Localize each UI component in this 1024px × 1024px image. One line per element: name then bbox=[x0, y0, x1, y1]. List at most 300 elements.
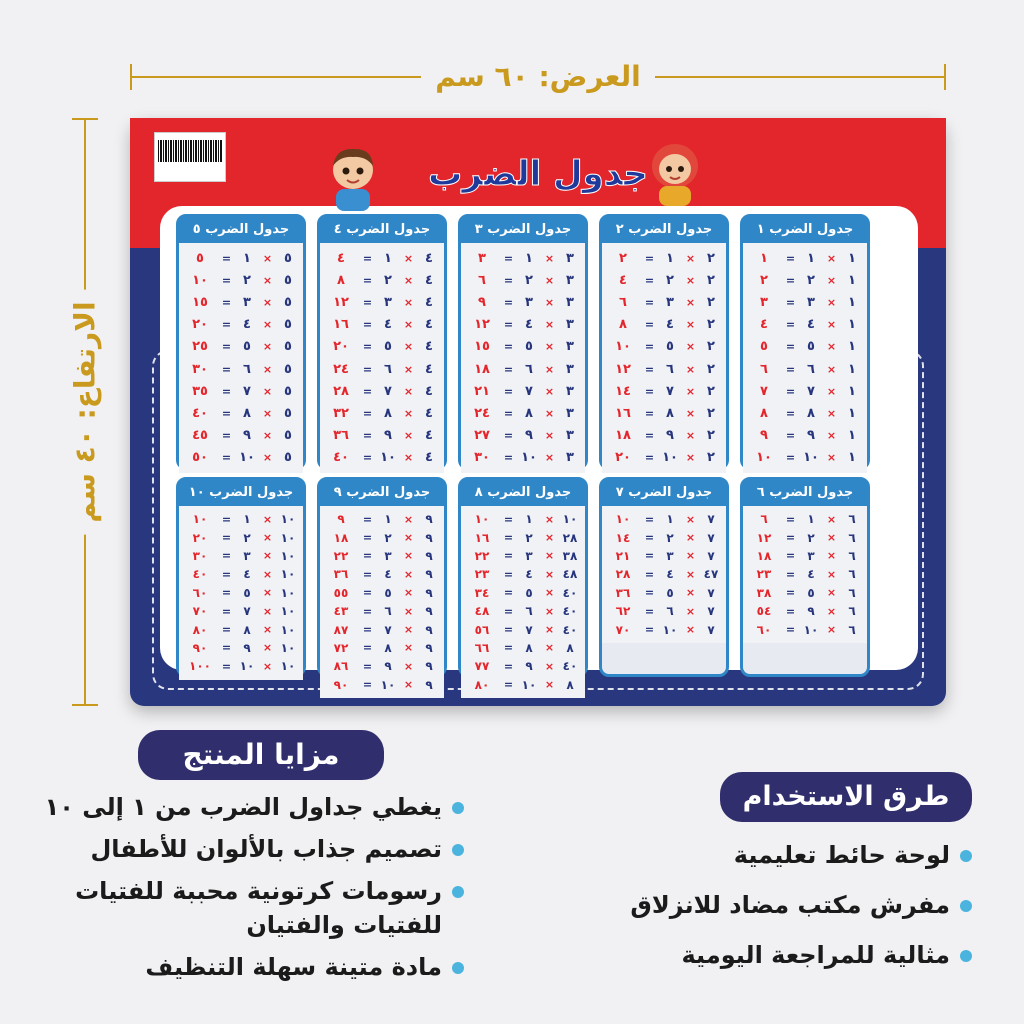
times-sign: × bbox=[544, 623, 555, 637]
equals-sign: = bbox=[221, 384, 232, 398]
equals-sign: = bbox=[362, 512, 373, 526]
bullet-icon bbox=[960, 900, 972, 912]
table-rows bbox=[743, 243, 867, 473]
times-sign: × bbox=[544, 659, 555, 673]
factor-value: ٦ bbox=[848, 604, 856, 619]
times-sign: × bbox=[262, 429, 273, 443]
times-sign: × bbox=[403, 641, 414, 655]
product-value: ٤٣ bbox=[333, 604, 349, 619]
table-row bbox=[185, 565, 297, 583]
multiplication-board bbox=[130, 118, 946, 706]
times-sign: × bbox=[544, 586, 555, 600]
table-row bbox=[185, 657, 297, 675]
factor-value: ٧ bbox=[807, 383, 815, 399]
factor-value: ٤ bbox=[425, 339, 433, 355]
product-value: ٥٤ bbox=[756, 604, 772, 619]
equals-sign: = bbox=[644, 604, 655, 618]
factor-value: ٣ bbox=[807, 548, 815, 563]
times-sign: × bbox=[826, 623, 837, 637]
times-sign: × bbox=[685, 429, 696, 443]
factor-value: ١٠ bbox=[521, 450, 537, 466]
times-sign: × bbox=[544, 451, 555, 465]
factor-value: ١٠ bbox=[562, 512, 578, 527]
factor-value: ٢ bbox=[384, 530, 392, 545]
factor-value: ٦ bbox=[384, 361, 392, 377]
equals-sign: = bbox=[644, 273, 655, 287]
product-value: ١٠٠ bbox=[189, 659, 211, 674]
factor-value: ٣٨ bbox=[562, 548, 578, 563]
times-sign: × bbox=[826, 512, 837, 526]
product-value: ١٦ bbox=[474, 530, 490, 545]
table-rows bbox=[320, 506, 444, 698]
factor-value: ١ bbox=[848, 294, 856, 310]
table-row bbox=[185, 447, 297, 469]
times-sign: × bbox=[544, 273, 555, 287]
product-value: ٣٦ bbox=[333, 567, 349, 582]
factor-value: ٥ bbox=[284, 339, 292, 355]
factor-value: ٥ bbox=[284, 272, 292, 288]
factor-value: ٥ bbox=[284, 450, 292, 466]
times-sign: × bbox=[544, 549, 555, 563]
table-row bbox=[749, 547, 861, 565]
height-label: الارتفاع: ٤٠ سم bbox=[69, 289, 102, 534]
equals-sign: = bbox=[362, 406, 373, 420]
product-value: ٣٠ bbox=[474, 450, 490, 466]
equals-sign: = bbox=[362, 604, 373, 618]
times-sign: × bbox=[262, 659, 273, 673]
times-sign: × bbox=[826, 318, 837, 332]
times-sign: × bbox=[403, 623, 414, 637]
times-sign: × bbox=[403, 451, 414, 465]
equals-sign: = bbox=[221, 531, 232, 545]
equals-sign: = bbox=[503, 604, 514, 618]
table-row bbox=[467, 528, 579, 546]
factor-value: ٢ bbox=[707, 405, 715, 421]
factor-value: ٥ bbox=[243, 339, 251, 355]
times-sign: × bbox=[685, 384, 696, 398]
factor-value: ٦ bbox=[525, 604, 533, 619]
factor-value: ٥ bbox=[666, 339, 674, 355]
equals-sign: = bbox=[644, 586, 655, 600]
product-value: ٢ bbox=[619, 250, 627, 266]
factor-value: ١٠ bbox=[280, 640, 296, 655]
times-sign: × bbox=[826, 340, 837, 354]
product-value: ٣ bbox=[478, 250, 486, 266]
factor-value: ٤ bbox=[425, 361, 433, 377]
factor-value: ٨ bbox=[525, 405, 533, 421]
equals-sign: = bbox=[644, 567, 655, 581]
product-value: ١٥ bbox=[192, 294, 208, 310]
product-value: ١٨ bbox=[615, 428, 631, 444]
equals-sign: = bbox=[503, 406, 514, 420]
table-rows bbox=[602, 243, 726, 473]
factor-value: ١ bbox=[848, 272, 856, 288]
times-sign: × bbox=[544, 362, 555, 376]
table-row bbox=[326, 291, 438, 313]
usage-title: طرق الاستخدام bbox=[720, 772, 972, 822]
times-sign: × bbox=[544, 251, 555, 265]
times-sign: × bbox=[262, 641, 273, 655]
factor-value: ١٠ bbox=[521, 677, 537, 692]
product-value: ٧٢ bbox=[333, 640, 349, 655]
equals-sign: = bbox=[221, 623, 232, 637]
product-value: ٦٦ bbox=[474, 640, 490, 655]
table-row bbox=[467, 336, 579, 358]
factor-value: ٩ bbox=[425, 659, 433, 674]
equals-sign: = bbox=[503, 340, 514, 354]
factor-value: ١٠ bbox=[280, 622, 296, 637]
times-sign: × bbox=[544, 678, 555, 692]
factor-value: ٦ bbox=[848, 548, 856, 563]
times-sign: × bbox=[403, 512, 414, 526]
equals-sign: = bbox=[362, 251, 373, 265]
factor-value: ٤ bbox=[525, 567, 533, 582]
times-sign: × bbox=[826, 429, 837, 443]
table-row bbox=[326, 676, 438, 694]
table-card-title: جدول الضرب ٢ bbox=[602, 217, 726, 243]
factor-value: ٩ bbox=[666, 428, 674, 444]
factor-value: ٤ bbox=[243, 317, 251, 333]
list-item: تصميم جذاب بالألوان للأطفال bbox=[24, 832, 464, 866]
table-row bbox=[185, 602, 297, 620]
product-value: ٣ bbox=[760, 294, 768, 310]
factor-value: ٦ bbox=[807, 361, 815, 377]
table-row bbox=[326, 425, 438, 447]
product-value: ٥٠ bbox=[192, 450, 208, 466]
factor-value: ٥ bbox=[384, 585, 392, 600]
factor-value: ٦ bbox=[666, 361, 674, 377]
times-sign: × bbox=[262, 384, 273, 398]
product-value: ٧٧ bbox=[474, 659, 490, 674]
usage-list bbox=[612, 838, 972, 988]
equals-sign: = bbox=[785, 318, 796, 332]
times-sign: × bbox=[262, 586, 273, 600]
table-card-title: جدول الضرب ٤ bbox=[320, 217, 444, 243]
times-sign: × bbox=[826, 604, 837, 618]
table-row bbox=[608, 447, 720, 469]
table-row bbox=[608, 269, 720, 291]
times-sign: × bbox=[544, 567, 555, 581]
times-sign: × bbox=[403, 318, 414, 332]
product-value: ١٢ bbox=[474, 317, 490, 333]
factor-value: ٧ bbox=[707, 604, 715, 619]
factor-value: ٣ bbox=[566, 339, 574, 355]
equals-sign: = bbox=[644, 318, 655, 332]
table-row bbox=[608, 291, 720, 313]
factor-value: ٤ bbox=[425, 428, 433, 444]
factor-value: ٨ bbox=[807, 405, 815, 421]
product-value: ٤٨ bbox=[474, 604, 490, 619]
product-value: ٨ bbox=[337, 272, 345, 288]
list-item: مادة متينة سهلة التنظيف bbox=[24, 950, 464, 984]
factor-value: ٦ bbox=[848, 585, 856, 600]
table-row bbox=[467, 676, 579, 694]
table-row bbox=[749, 314, 861, 336]
table-row bbox=[185, 402, 297, 424]
times-sign: × bbox=[403, 362, 414, 376]
product-value: ٩٠ bbox=[333, 677, 349, 692]
table-row bbox=[608, 565, 720, 583]
factor-value: ٦ bbox=[384, 604, 392, 619]
bullet-icon bbox=[452, 844, 464, 856]
times-sign: × bbox=[403, 273, 414, 287]
equals-sign: = bbox=[221, 604, 232, 618]
table-row bbox=[326, 314, 438, 336]
equals-sign: = bbox=[785, 623, 796, 637]
times-sign: × bbox=[403, 567, 414, 581]
product-value: ٨٠ bbox=[192, 622, 208, 637]
product-value: ٨٦ bbox=[333, 659, 349, 674]
table-row bbox=[467, 620, 579, 638]
factor-value: ٥ bbox=[666, 585, 674, 600]
table-row bbox=[185, 247, 297, 269]
factor-value: ٥ bbox=[807, 339, 815, 355]
factor-value: ٤ bbox=[807, 567, 815, 582]
times-sign: × bbox=[826, 406, 837, 420]
factor-value: ٣ bbox=[525, 548, 533, 563]
table-row bbox=[467, 657, 579, 675]
factor-value: ١ bbox=[848, 317, 856, 333]
equals-sign: = bbox=[362, 678, 373, 692]
equals-sign: = bbox=[785, 451, 796, 465]
width-dimension bbox=[130, 60, 946, 93]
factor-value: ١٠ bbox=[280, 512, 296, 527]
factor-value: ١ bbox=[666, 512, 674, 527]
equals-sign: = bbox=[503, 512, 514, 526]
table-rows bbox=[179, 243, 303, 473]
factor-value: ٢ bbox=[707, 450, 715, 466]
times-sign: × bbox=[262, 273, 273, 287]
factor-value: ٩ bbox=[425, 530, 433, 545]
factor-value: ٢ bbox=[243, 530, 251, 545]
product-value: ١٠ bbox=[474, 512, 490, 527]
factor-value: ٤ bbox=[807, 317, 815, 333]
factor-value: ٣ bbox=[566, 272, 574, 288]
factor-value: ٩ bbox=[425, 585, 433, 600]
features-list bbox=[24, 790, 464, 992]
factor-value: ٤ bbox=[425, 450, 433, 466]
table-row bbox=[326, 380, 438, 402]
table-row bbox=[185, 425, 297, 447]
times-sign: × bbox=[826, 273, 837, 287]
factor-value: ٣ bbox=[525, 294, 533, 310]
factor-value: ٥ bbox=[284, 383, 292, 399]
factor-value: ٤ bbox=[525, 317, 533, 333]
equals-sign: = bbox=[644, 451, 655, 465]
equals-sign: = bbox=[362, 295, 373, 309]
equals-sign: = bbox=[362, 362, 373, 376]
factor-value: ٥ bbox=[284, 405, 292, 421]
product-value: ٣٠ bbox=[192, 361, 208, 377]
times-sign: × bbox=[685, 549, 696, 563]
table-row bbox=[326, 247, 438, 269]
equals-sign: = bbox=[221, 641, 232, 655]
times-sign: × bbox=[403, 251, 414, 265]
factor-value: ٦ bbox=[848, 512, 856, 527]
times-sign: × bbox=[403, 659, 414, 673]
table-row bbox=[749, 565, 861, 583]
times-sign: × bbox=[685, 273, 696, 287]
table-row bbox=[185, 314, 297, 336]
product-value: ٣٦ bbox=[615, 585, 631, 600]
equals-sign: = bbox=[785, 406, 796, 420]
factor-value: ٦ bbox=[848, 567, 856, 582]
table-card-title: جدول الضرب ١٠ bbox=[179, 480, 303, 506]
product-value: ٤ bbox=[619, 272, 627, 288]
bullet-icon bbox=[452, 962, 464, 974]
factor-value: ٣ bbox=[566, 450, 574, 466]
times-sign: × bbox=[262, 512, 273, 526]
product-value: ٢٨ bbox=[615, 567, 631, 582]
factor-value: ٩ bbox=[425, 622, 433, 637]
table-row bbox=[467, 639, 579, 657]
times-sign: × bbox=[544, 604, 555, 618]
table-row bbox=[608, 247, 720, 269]
product-value: ٢٣ bbox=[756, 567, 772, 582]
factor-value: ٢ bbox=[666, 272, 674, 288]
equals-sign: = bbox=[503, 362, 514, 376]
product-value: ١ bbox=[760, 250, 768, 266]
width-label: العرض: ٦٠ سم bbox=[421, 60, 654, 93]
equals-sign: = bbox=[644, 340, 655, 354]
equals-sign: = bbox=[644, 362, 655, 376]
bullet-icon bbox=[452, 886, 464, 898]
table-row bbox=[326, 510, 438, 528]
table-row bbox=[467, 547, 579, 565]
equals-sign: = bbox=[221, 659, 232, 673]
table-card bbox=[176, 477, 306, 677]
table-row bbox=[326, 602, 438, 620]
equals-sign: = bbox=[503, 586, 514, 600]
product-value: ٦ bbox=[619, 294, 627, 310]
times-sign: × bbox=[685, 406, 696, 420]
table-rows bbox=[602, 506, 726, 643]
equals-sign: = bbox=[221, 251, 232, 265]
equals-sign: = bbox=[503, 451, 514, 465]
factor-value: ٤٠ bbox=[562, 585, 578, 600]
product-value: ١٢ bbox=[333, 294, 349, 310]
table-row bbox=[467, 402, 579, 424]
equals-sign: = bbox=[221, 318, 232, 332]
factor-value: ٤٠ bbox=[562, 622, 578, 637]
factor-value: ٢ bbox=[384, 272, 392, 288]
times-sign: × bbox=[544, 641, 555, 655]
product-value: ١٤ bbox=[615, 383, 631, 399]
factor-value: ١٠ bbox=[239, 450, 255, 466]
product-value: ٨ bbox=[760, 405, 768, 421]
equals-sign: = bbox=[503, 429, 514, 443]
product-value: ٣٢ bbox=[333, 405, 349, 421]
product-value: ٩٠ bbox=[192, 640, 208, 655]
table-row bbox=[749, 402, 861, 424]
times-sign: × bbox=[262, 531, 273, 545]
table-rows bbox=[461, 243, 585, 473]
factor-value: ٤ bbox=[425, 294, 433, 310]
equals-sign: = bbox=[644, 295, 655, 309]
factor-value: ١ bbox=[807, 250, 815, 266]
product-value: ٩ bbox=[478, 294, 486, 310]
factor-value: ١ bbox=[848, 339, 856, 355]
equals-sign: = bbox=[362, 273, 373, 287]
equals-sign: = bbox=[362, 623, 373, 637]
factor-value: ١ bbox=[525, 512, 533, 527]
product-value: ٩ bbox=[337, 512, 345, 527]
table-row bbox=[185, 358, 297, 380]
times-sign: × bbox=[403, 384, 414, 398]
product-value: ٢٥ bbox=[192, 339, 208, 355]
product-value: ٦٠ bbox=[192, 585, 208, 600]
factor-value: ٩ bbox=[425, 548, 433, 563]
product-value: ٢٢ bbox=[333, 548, 349, 563]
factor-value: ٩ bbox=[807, 428, 815, 444]
product-value: ٦ bbox=[760, 361, 768, 377]
factor-value: ٨ bbox=[384, 405, 392, 421]
product-value: ٥ bbox=[196, 250, 204, 266]
factor-value: ٥ bbox=[243, 585, 251, 600]
table-row bbox=[749, 291, 861, 313]
factor-value: ١٠ bbox=[380, 677, 396, 692]
table-row bbox=[185, 510, 297, 528]
equals-sign: = bbox=[362, 451, 373, 465]
product-value: ١٠ bbox=[615, 512, 631, 527]
factor-value: ١٠ bbox=[803, 450, 819, 466]
times-sign: × bbox=[544, 512, 555, 526]
factor-value: ٧ bbox=[707, 622, 715, 637]
factor-value: ٥ bbox=[284, 294, 292, 310]
equals-sign: = bbox=[362, 340, 373, 354]
equals-sign: = bbox=[785, 586, 796, 600]
factor-value: ٤٠ bbox=[562, 604, 578, 619]
equals-sign: = bbox=[644, 429, 655, 443]
table-card-title: جدول الضرب ٥ bbox=[179, 217, 303, 243]
factor-value: ٧ bbox=[707, 530, 715, 545]
table-row bbox=[185, 269, 297, 291]
factor-value: ٩ bbox=[384, 428, 392, 444]
table-row bbox=[326, 547, 438, 565]
bullet-icon bbox=[960, 950, 972, 962]
factor-value: ٤ bbox=[666, 567, 674, 582]
product-value: ٢١ bbox=[615, 548, 631, 563]
factor-value: ٨ bbox=[243, 405, 251, 421]
product-value: ١٠ bbox=[756, 450, 772, 466]
factor-value: ١٠ bbox=[280, 585, 296, 600]
factor-value: ١٠ bbox=[662, 450, 678, 466]
table-row bbox=[749, 336, 861, 358]
product-value: ٦ bbox=[760, 512, 768, 527]
factor-value: ٤٨ bbox=[562, 567, 578, 582]
equals-sign: = bbox=[362, 641, 373, 655]
factor-value: ٩ bbox=[243, 640, 251, 655]
equals-sign: = bbox=[221, 406, 232, 420]
product-value: ٣٤ bbox=[474, 585, 490, 600]
factor-value: ٤٠ bbox=[562, 659, 578, 674]
equals-sign: = bbox=[503, 531, 514, 545]
factor-value: ٧ bbox=[525, 622, 533, 637]
factor-value: ٣ bbox=[566, 317, 574, 333]
times-sign: × bbox=[685, 567, 696, 581]
list-item: لوحة حائط تعليمية bbox=[612, 838, 972, 872]
factor-value: ٤ bbox=[243, 567, 251, 582]
product-value: ٩ bbox=[760, 428, 768, 444]
factor-value: ٣ bbox=[566, 250, 574, 266]
factor-value: ١ bbox=[384, 250, 392, 266]
factor-value: ٨ bbox=[666, 405, 674, 421]
product-value: ٤٠ bbox=[192, 567, 208, 582]
times-sign: × bbox=[544, 406, 555, 420]
equals-sign: = bbox=[785, 340, 796, 354]
table-row bbox=[467, 314, 579, 336]
factor-value: ١ bbox=[807, 512, 815, 527]
